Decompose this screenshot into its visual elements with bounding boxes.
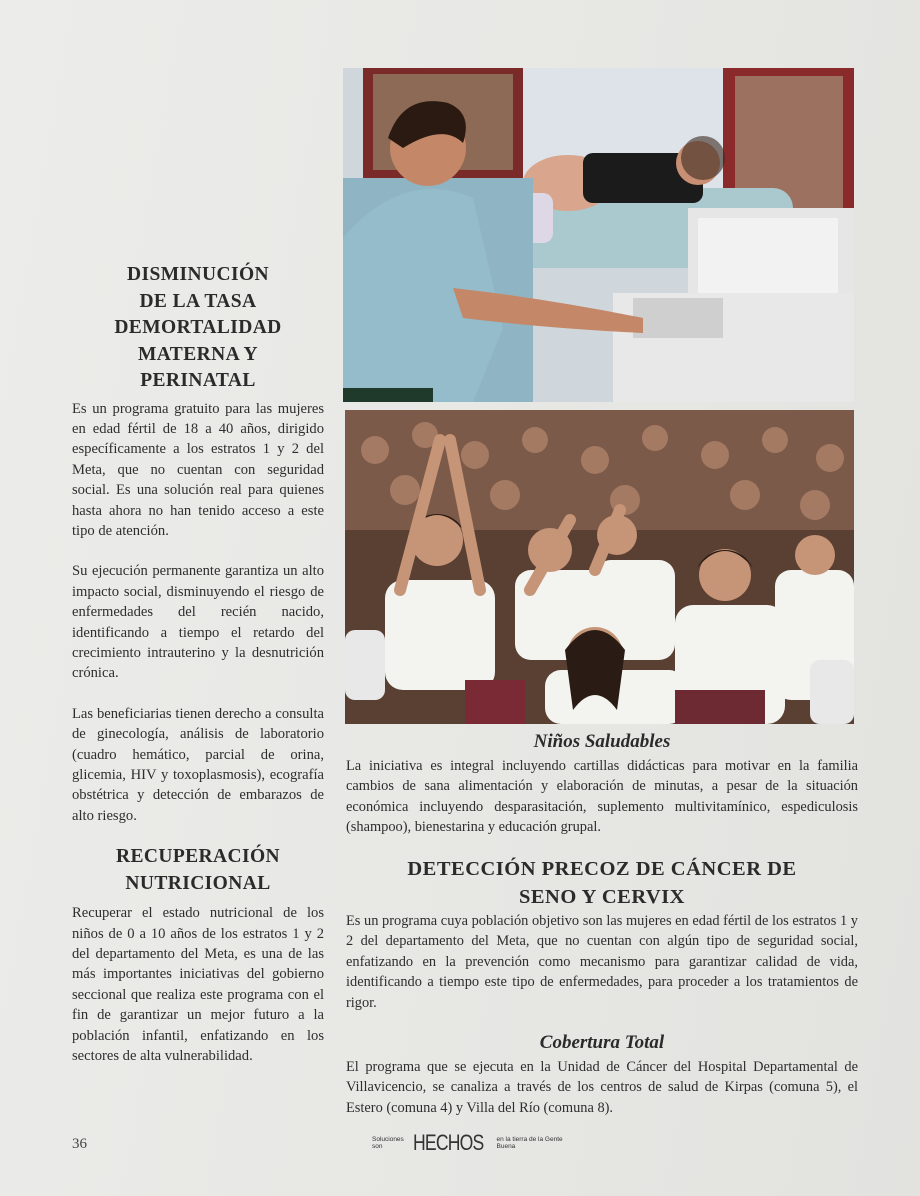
children-group-photo xyxy=(345,410,854,724)
paragraph-execution: Su ejecución permanente garantiza un alto impacto social, disminuyendo el riesgo de enfermedades del recién nacido, identificando a tiempo el retardo del crecimiento intrauterino y la desnutrición crónica. xyxy=(72,563,324,682)
heading-line: DISMINUCIÓN xyxy=(127,264,269,285)
page-number: 36 xyxy=(72,1136,87,1152)
right-column-top xyxy=(346,730,858,838)
paragraph-total-coverage: El programa que se ejecuta en la Unidad de Cáncer del Hospital Departamental de Villavicencio, se canaliza a través de los centros de salud de Kirpas (comuna 5), el Estero (comuna 4) y Villa del Río (comuna 8). xyxy=(346,1059,858,1116)
hechos-logo: HECHOS xyxy=(413,1130,484,1155)
heading-line: MATERNA Y xyxy=(137,343,259,365)
ultrasound-exam-photo xyxy=(343,68,854,402)
paragraph-program-intro: Es un programa gratuito para las mujeres en edad fértil de 18 a 40 años, dirigido específicamente a los estratos 1 y 2 del Meta, que no cuentan con seguridad social. Es una solución real para quienes hasta ahora no han tenido acceso a este tipo de atención. xyxy=(72,400,324,539)
heading-line: NUTRICIONAL xyxy=(125,872,271,894)
paragraph-beneficiaries: Las beneficiarias tienen derecho a consulta de ginecología, análisis de laboratorio (cuadro hemático, parcial de orina, glicemia, HIV y toxoplasmosis), ecografía obstétrica y detección de embarazos de alto riesgo. xyxy=(72,705,324,824)
ultrasound-photo-illustration xyxy=(343,68,854,402)
right-column-bottom xyxy=(346,855,858,1118)
footer-slogan xyxy=(372,1130,572,1156)
heading-maternal-mortality xyxy=(72,262,324,395)
children-photo-illustration xyxy=(345,410,854,724)
slogan-right: en la tierra de la Gente Buena xyxy=(496,1136,563,1150)
heading-line: DETECCIÓN PRECOZ DE CÁNCER DE xyxy=(407,858,797,880)
heading-line: RECUPERACIÓN xyxy=(115,846,281,868)
heading-cancer-detection xyxy=(346,855,858,911)
paragraph-cancer-detection: Es un programa cuya población objetivo son las mujeres en edad fértil de los estratos 1 y 2 del departamento del Meta, que no cuentan con algún tipo de seguridad social, enfatizando en la prevención como mecanismo para garantizar calidad de vida, identificando a tiempo este tipo de enfermedades, para proceder a los tratamientos de rigor. xyxy=(346,913,858,1011)
heading-line: SENO Y CERVIX xyxy=(518,886,685,908)
heading-line: PERINATAL xyxy=(140,370,256,391)
subheading-healthy-children: Niños Saludables xyxy=(533,731,671,752)
heading-nutritional-recovery xyxy=(72,844,324,897)
subheading-total-coverage: Cobertura Total xyxy=(539,1032,665,1054)
paragraph-nutritional-recovery: Recuperar el estado nutricional de los niños de 0 a 10 años de los estratos 1 y 2 del departamento del Meta, es una de las más importantes iniciativas del gobierno seccional que realiza este programa con el fin de garantizar un mejor futuro a la población infantil, enfatizando en los sectores de alta vulnerabilidad. xyxy=(72,905,324,1065)
paragraph-healthy-children: La iniciativa es integral incluyendo cartillas didácticas para motivar en la familia cambios de sana alimentación y elaboración de minutas, a pesar de la situación económica incluyendo desparasitación, suplemento multivitamínico, espediculosis (shampoo), bienestarina y educación grupal. xyxy=(346,758,858,836)
left-column xyxy=(72,262,324,1066)
heading-line: DEMORTALIDAD xyxy=(114,317,282,338)
heading-line: DE LA TASA xyxy=(139,290,257,312)
slogan-left: Soluciones son xyxy=(372,1136,404,1150)
